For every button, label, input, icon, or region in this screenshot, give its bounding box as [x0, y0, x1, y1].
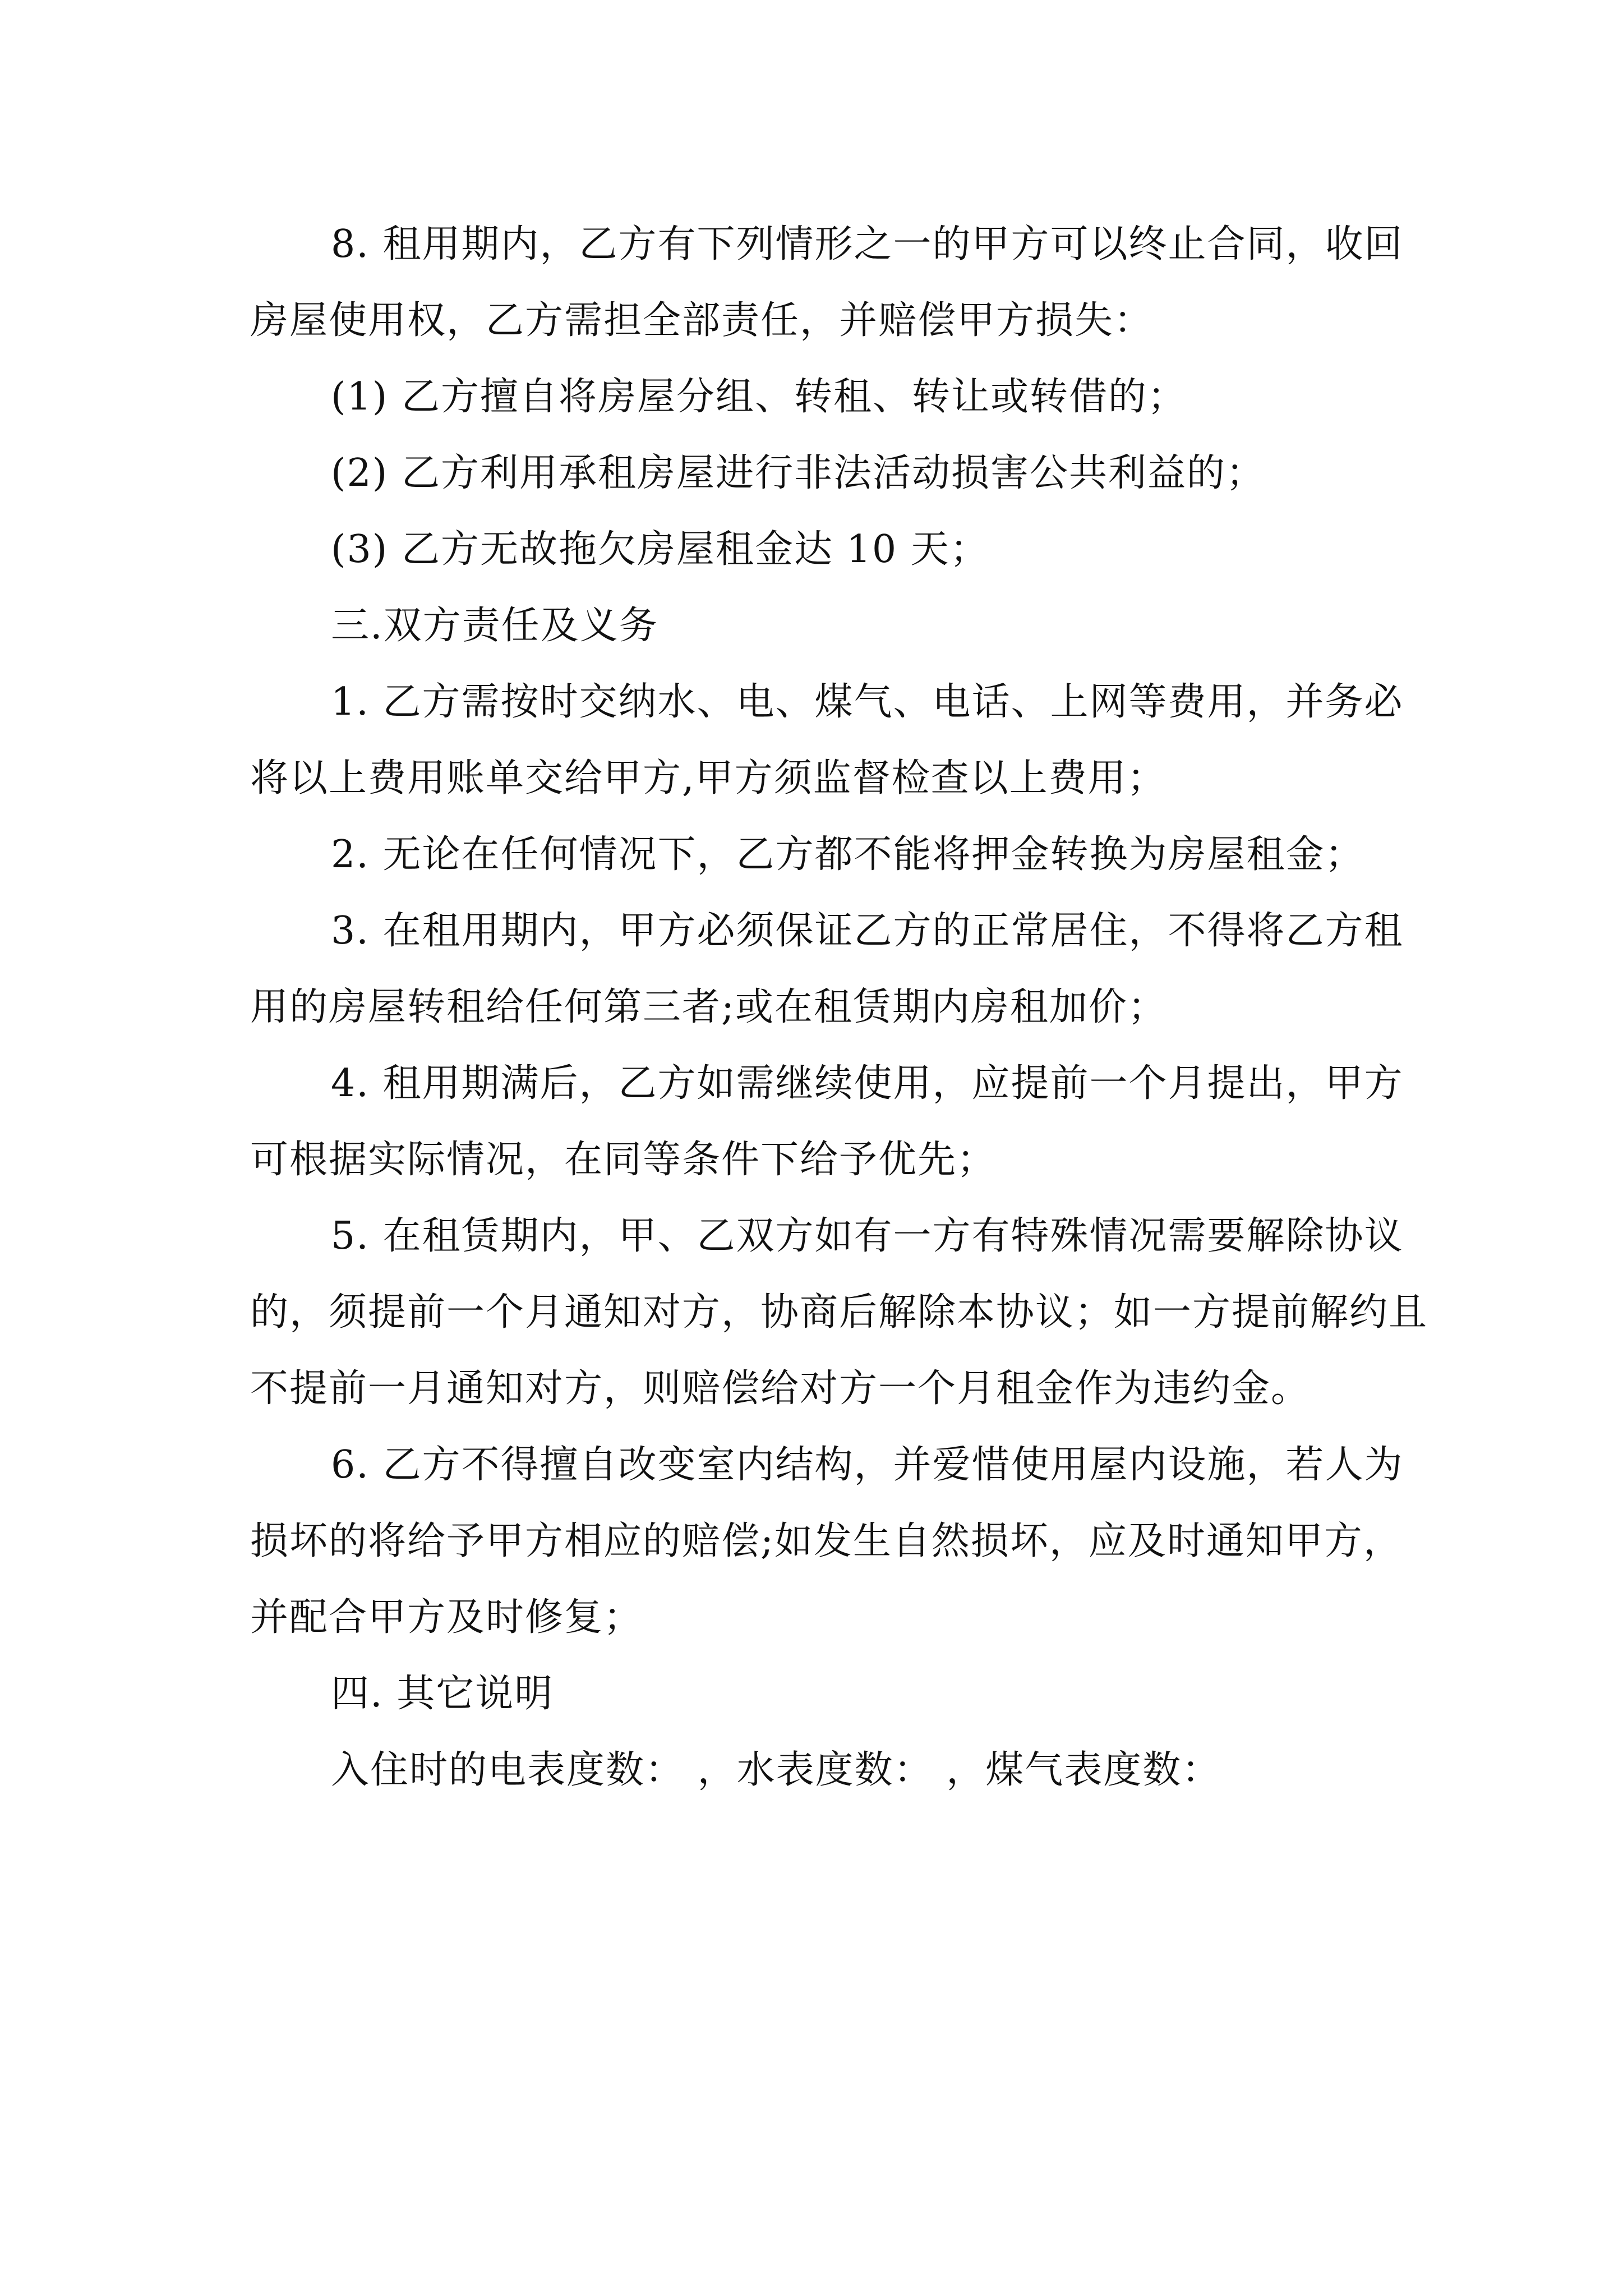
contract-text: [250, 206, 1428, 1809]
duty-5: 5. 在租赁期内，甲、乙双方如有一方有特殊情况需要解除协议的，须提前一个月通知对方，协商后解除本协议；如一方提前解约且不提前一月通知对方，则赔偿给对方一个月租金作为违约金。: [250, 1214, 1428, 1411]
clause-8-item-2: (2) 乙方利用承租房屋进行非法活动损害公共利益的；: [331, 451, 1265, 495]
duty-4: 4. 租用期满后，乙方如需继续使用，应提前一个月提出，甲方可根据实际情况，在同等条件下给予优先；: [250, 1061, 1404, 1182]
meter-readings-line: 入住时的电表度数： ，水表度数： ，煤气表度数：: [331, 1748, 1221, 1792]
section-4-heading: 四. 其它说明: [331, 1672, 554, 1716]
duty-2: 2. 无论在任何情况下，乙方都不能将押金转换为房屋租金；: [331, 832, 1364, 877]
clause-8: 8. 租用期内，乙方有下列情形之一的甲方可以终止合同，收回房屋使用权，乙方需担全部责任，并赔偿甲方损失：: [250, 222, 1404, 343]
duty-3: 3. 在租用期内，甲方必须保证乙方的正常居住，不得将乙方租用的房屋转租给任何第三者;或在租赁期内房租加价；: [250, 909, 1404, 1029]
duty-1: 1. 乙方需按时交纳水、电、煤气、电话、上网等费用，并务必将以上费用账单交给甲方,甲方须监督检查以上费用；: [250, 680, 1404, 800]
clause-8-item-3: (3) 乙方无故拖欠房屋租金达 10 天；: [331, 527, 989, 572]
duty-6: 6. 乙方不得擅自改变室内结构，并爱惜使用屋内设施，若人为损坏的将给予甲方相应的赔偿;如发生自然损坏，应及时通知甲方，并配合甲方及时修复；: [250, 1443, 1404, 1640]
section-3-heading: 三.双方责任及义务: [331, 604, 658, 648]
clause-8-item-1: (1) 乙方擅自将房屋分组、转租、转让或转借的；: [331, 375, 1187, 419]
